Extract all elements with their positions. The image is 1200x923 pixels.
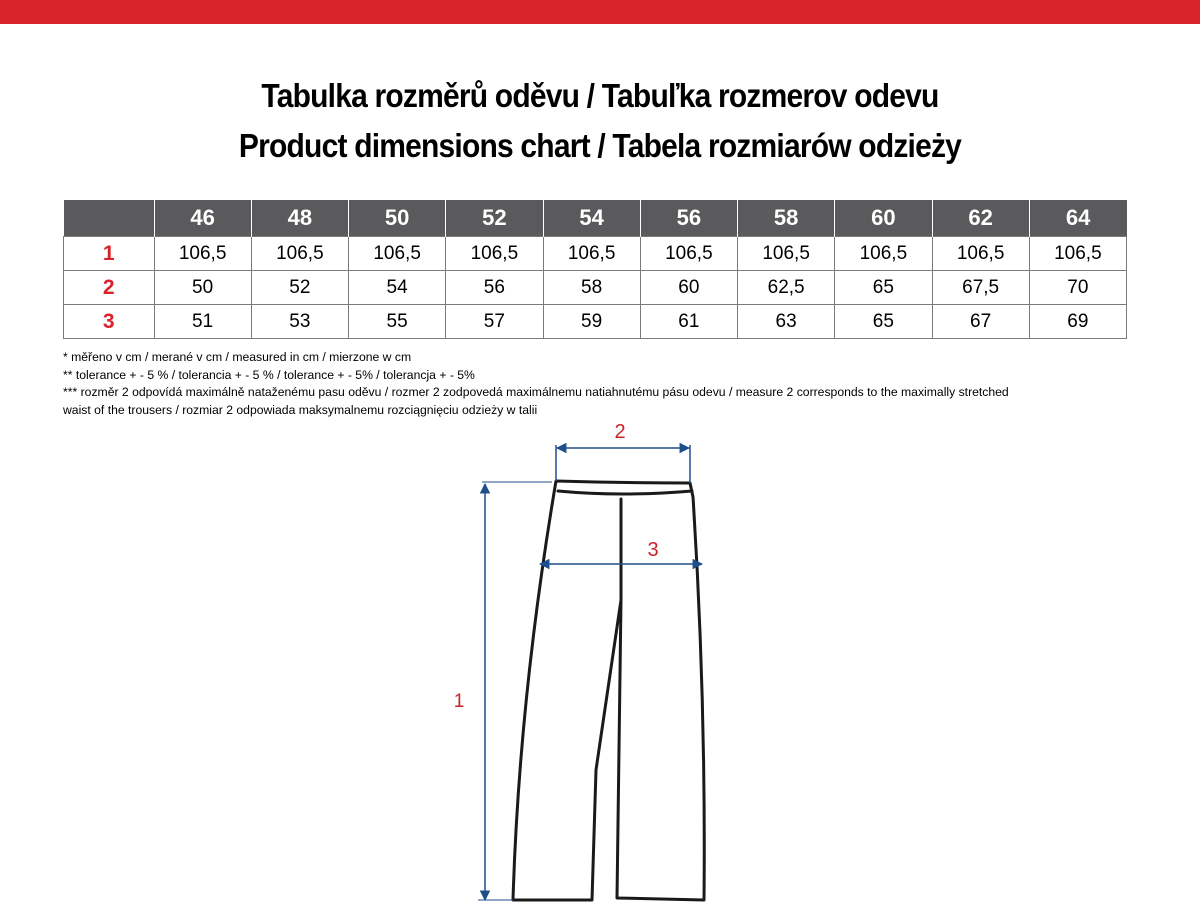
table-cell: 67,5	[932, 271, 1029, 305]
table-cell: 106,5	[738, 237, 835, 271]
row-label-cell: 1	[64, 237, 155, 271]
size-header-cell: 52	[446, 200, 543, 237]
table-cell: 106,5	[932, 237, 1029, 271]
footnote: *** rozměr 2 odpovídá maximálně nataženému pasu oděvu / rozmer 2 zodpovedá maximálnemu natiahnutému pásu odevu / measure 2 corresponds to the maximally stretched	[63, 385, 1009, 399]
table-cell: 106,5	[640, 237, 737, 271]
row-label-cell: 3	[64, 305, 155, 339]
table-cell: 65	[835, 305, 932, 339]
table-cell: 106,5	[154, 237, 251, 271]
table-cell: 106,5	[251, 237, 348, 271]
table-cell: 63	[738, 305, 835, 339]
page-title-line-1: Tabulka rozměrů oděvu / Tabuľka rozmerov odevu	[261, 77, 939, 115]
table-cell: 53	[251, 305, 348, 339]
table-cell: 106,5	[446, 237, 543, 271]
table-cell: 106,5	[349, 237, 446, 271]
table-cell: 59	[543, 305, 640, 339]
size-header-cell: 62	[932, 200, 1029, 237]
waistband-line	[558, 491, 692, 494]
footnote: ** tolerance + - 5 % / tolerancia + - 5 % / tolerance + - 5% / tolerancja + - 5%	[63, 367, 475, 382]
table-cell: 60	[640, 271, 737, 305]
table-cell: 70	[1029, 271, 1126, 305]
size-header-cell: 48	[251, 200, 348, 237]
trousers-outline	[513, 481, 704, 900]
size-header-cell: 46	[154, 200, 251, 237]
table-cell: 106,5	[835, 237, 932, 271]
table-cell: 67	[932, 305, 1029, 339]
trousers-silhouette	[513, 481, 704, 900]
table-cell: 54	[349, 271, 446, 305]
table-cell: 52	[251, 271, 348, 305]
size-header-cell: 64	[1029, 200, 1126, 237]
table-cell: 106,5	[543, 237, 640, 271]
table-cell: 56	[446, 271, 543, 305]
table-cell: 62,5	[738, 271, 835, 305]
size-header-cell: 50	[349, 200, 446, 237]
size-header-cell: 56	[640, 200, 737, 237]
table-cell: 65	[835, 271, 932, 305]
size-header-cell: 58	[738, 200, 835, 237]
footnote: waist of the trousers / rozmiar 2 odpowiada maksymalnemu rozciągnięciu odzieży w talii	[63, 402, 538, 417]
table-cell: 106,5	[1029, 237, 1126, 271]
table-cell: 57	[446, 305, 543, 339]
measure-label-1: 1	[453, 691, 465, 712]
table-cell: 55	[349, 305, 446, 339]
measure-label-2: 2	[614, 421, 626, 443]
table-cell: 58	[543, 271, 640, 305]
size-header-cell: 54	[543, 200, 640, 237]
footnote: * měřeno v cm / merané v cm / measured in cm / mierzone w cm	[63, 350, 412, 364]
table-cell: 69	[1029, 305, 1126, 339]
size-header-cell: 60	[835, 200, 932, 237]
table-cell: 61	[640, 305, 737, 339]
table-cell: 50	[154, 271, 251, 305]
page-title-line-2: Product dimensions chart / Tabela rozmiarów odzieży	[238, 127, 962, 165]
row-label-cell: 2	[64, 271, 155, 305]
table-cell: 51	[154, 305, 251, 339]
measure-label-3: 3	[647, 539, 659, 561]
